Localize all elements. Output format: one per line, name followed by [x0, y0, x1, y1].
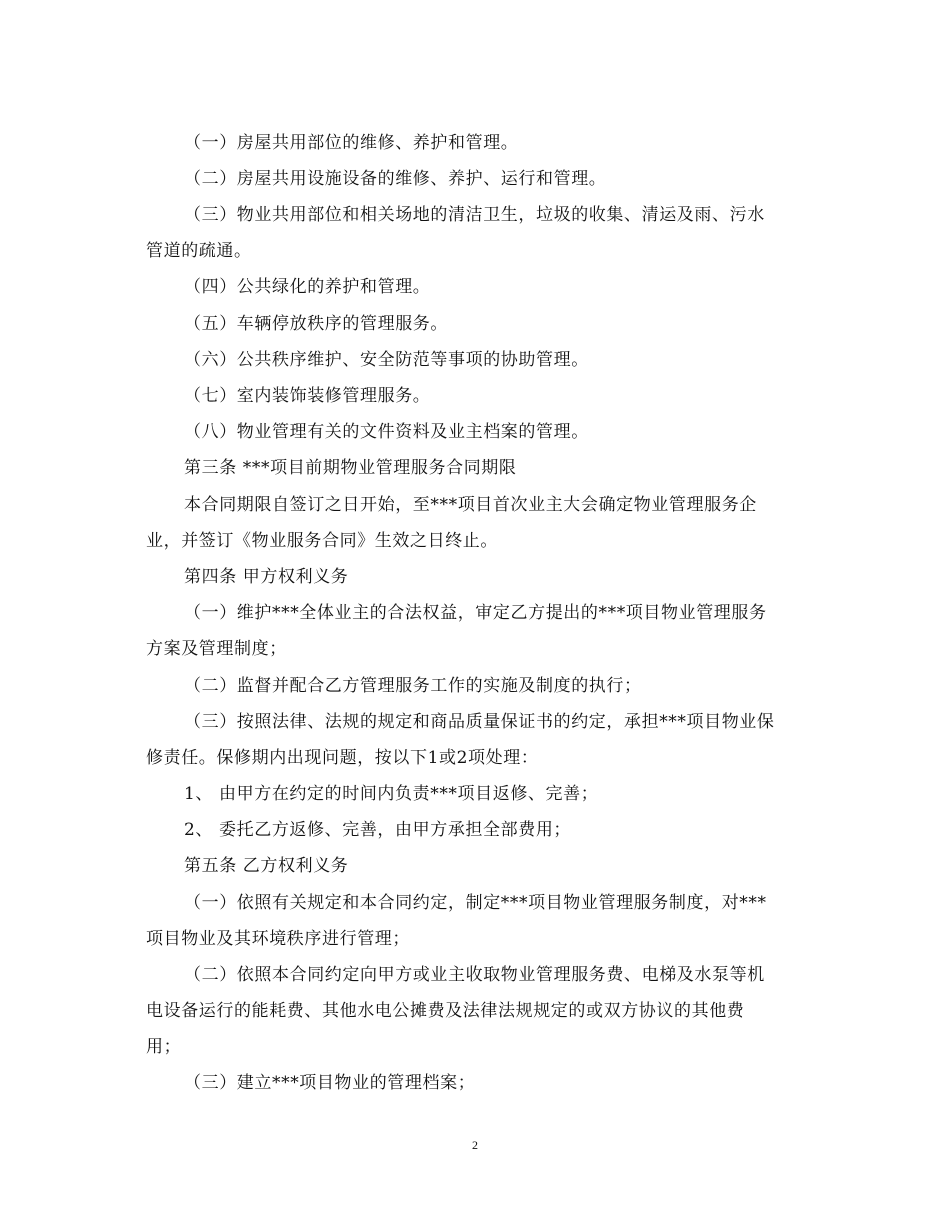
paragraph-line: （一）房屋共用部位的维修、养护和管理。	[184, 133, 519, 153]
paragraph-line: （二）监督并配合乙方管理服务工作的实施及制度的执行；	[184, 676, 642, 696]
section-heading: 第三条 ***项目前期物业管理服务合同期限	[184, 458, 517, 478]
paragraph-line: （一）维护***全体业主的合法权益，审定乙方提出的***项目物业管理服务	[184, 603, 767, 623]
list-item: 2、 委托乙方返修、完善，由甲方承担全部费用；	[184, 820, 572, 840]
paragraph-line: （七）室内装饰装修管理服务。	[184, 386, 431, 406]
paragraph-line: 用；	[146, 1037, 182, 1057]
paragraph-line: （一）依照有关规定和本合同约定，制定***项目物业管理服务制度，对***	[184, 893, 767, 913]
paragraph-line: 项目物业及其环境秩序进行管理；	[146, 929, 410, 949]
paragraph-line: （八）物业管理有关的文件资料及业主档案的管理。	[184, 422, 589, 442]
paragraph-line: 修责任。保修期内出现问题，按以下1或2项处理：	[146, 748, 539, 768]
paragraph-line: （二）房屋共用设施设备的维修、养护、运行和管理。	[184, 169, 607, 189]
list-item: 1、 由甲方在约定的时间内负责***项目返修、完善；	[184, 784, 599, 804]
paragraph-line: 业，并签订《物业服务合同》生效之日终止。	[146, 531, 498, 551]
paragraph-line: （六）公共秩序维护、安全防范等事项的协助管理。	[184, 350, 589, 370]
section-heading: 第四条 甲方权利义务	[184, 567, 349, 587]
paragraph-line: （三）建立***项目物业的管理档案；	[184, 1073, 476, 1093]
paragraph-line: （三）物业共用部位和相关场地的清洁卫生，垃圾的收集、清运及雨、污水	[184, 205, 765, 225]
paragraph-line: 电设备运行的能耗费、其他水电公摊费及法律法规规定的或双方协议的其他费	[146, 1001, 745, 1021]
paragraph-line: 本合同期限自签订之日开始，至***项目首次业主大会确定物业管理服务企	[184, 495, 757, 515]
paragraph-line: （三）按照法律、法规的规定和商品质量保证书的约定，承担***项目物业保	[184, 712, 775, 732]
page-number: 2	[472, 1138, 478, 1152]
paragraph-line: （五）车辆停放秩序的管理服务。	[184, 314, 448, 334]
paragraph-line: （二）依照本合同约定向甲方或业主收取物业管理服务费、电梯及水泵等机	[184, 965, 765, 985]
section-heading: 第五条 乙方权利义务	[184, 856, 349, 876]
paragraph-line: （四）公共绿化的养护和管理。	[184, 277, 431, 297]
paragraph-line: 方案及管理制度；	[146, 639, 287, 659]
paragraph-line: 管道的疏通。	[146, 241, 252, 261]
